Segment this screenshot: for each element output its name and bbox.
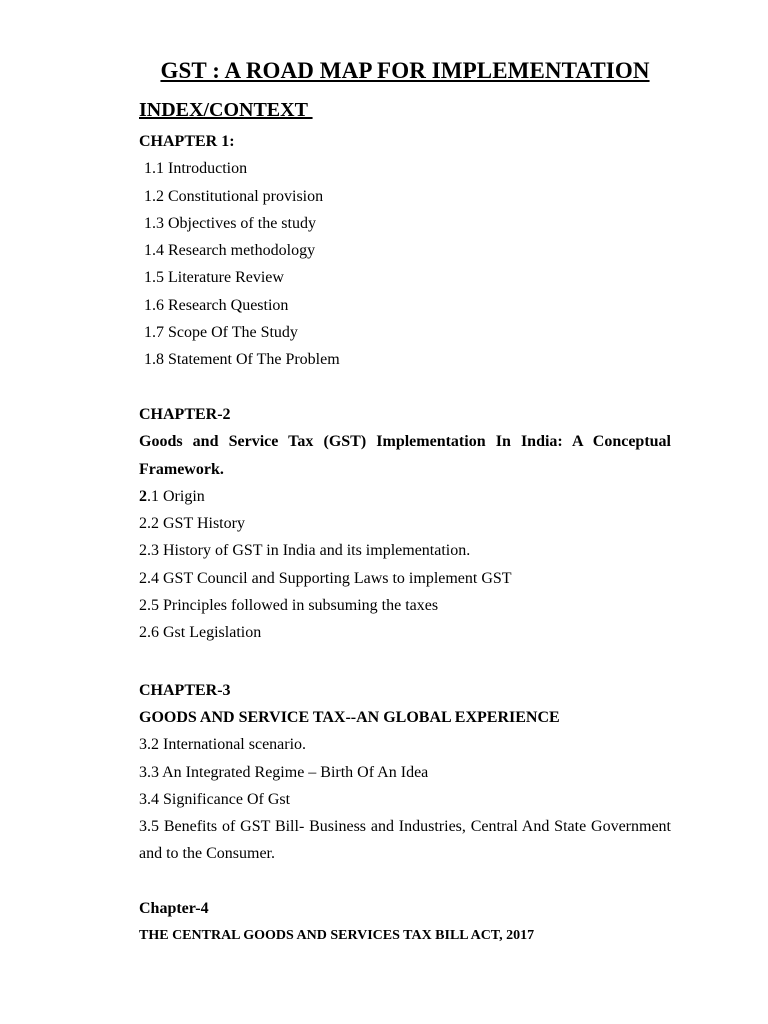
chapter-2-title: Goods and Service Tax (GST) Implementation In India: A Conceptual Framework. bbox=[139, 433, 671, 478]
list-item: 2.3 History of GST in India and its implementation. bbox=[139, 542, 471, 560]
chapter-1-heading: CHAPTER 1: bbox=[139, 133, 235, 150]
index-heading: INDEX/CONTEXT bbox=[139, 99, 313, 121]
chapter-3-title: GOODS AND SERVICE TAX--AN GLOBAL EXPERIENCE bbox=[139, 708, 560, 726]
spacer bbox=[139, 868, 671, 895]
list-item: 1.2 Constitutional provision bbox=[144, 187, 324, 205]
list-item: 2.2 GST History bbox=[139, 515, 245, 533]
list-item: 3.2 International scenario. bbox=[139, 736, 307, 754]
list-item: 2.4 GST Council and Supporting Laws to implement GST bbox=[139, 569, 512, 587]
list-item bbox=[139, 483, 671, 510]
chapter-4-title: THE CENTRAL GOODS AND SERVICES TAX BILL ACT, 2017 bbox=[139, 928, 535, 944]
chapter-3-heading: CHAPTER-3 bbox=[139, 681, 231, 699]
chapter-4-heading: Chapter-4 bbox=[139, 900, 209, 918]
list-item: 3.5 Benefits of GST Bill- Business and Industries, Central And State Government and to the Consumer. bbox=[139, 818, 671, 863]
list-item: 2.6 Gst Legislation bbox=[139, 624, 262, 642]
spacer bbox=[139, 647, 671, 677]
list-item-text: .1 Origin bbox=[147, 487, 205, 505]
list-item: 3.3 An Integrated Regime – Birth Of An Idea bbox=[139, 763, 429, 781]
list-item-number: 2 bbox=[139, 487, 147, 505]
chapter-2-heading: CHAPTER-2 bbox=[139, 405, 231, 423]
list-item: 1.6 Research Question bbox=[144, 296, 289, 314]
spacer bbox=[139, 374, 671, 401]
list-item: 1.7 Scope Of The Study bbox=[144, 324, 298, 342]
list-item: 1.1 Introduction bbox=[144, 160, 248, 178]
table-of-contents bbox=[139, 128, 671, 950]
list-item: 1.3 Objectives of the study bbox=[144, 214, 316, 232]
list-item: 1.8 Statement Of The Problem bbox=[144, 351, 340, 369]
list-item: 1.5 Literature Review bbox=[144, 269, 284, 287]
list-item: 2.5 Principles followed in subsuming the taxes bbox=[139, 597, 439, 615]
list-item: 3.4 Significance Of Gst bbox=[139, 790, 291, 808]
document-title: GST : A ROAD MAP FOR IMPLEMENTATION bbox=[160, 58, 650, 83]
list-item: 1.4 Research methodology bbox=[144, 242, 316, 260]
